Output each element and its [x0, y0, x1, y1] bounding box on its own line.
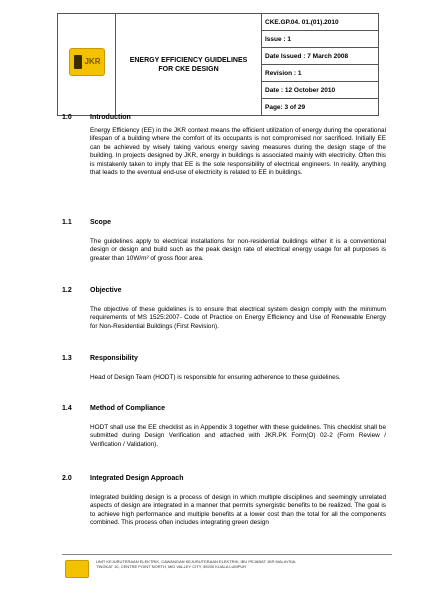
section-number: 1.3 [62, 355, 72, 362]
date-issued: Date Issued : 7 March 2008 [262, 48, 379, 65]
section-title: Introduction [90, 114, 131, 121]
section-text: Integrated building design is a process of design in which multiple disciplines and seemingly unrelated aspects of design are integrated in a manner that permits synergistic benefits to be realized. The goal is to achieve high performance and multiple benefits at a lower cost than the total for all the components combined. This process often includes integrating green design [90, 494, 386, 527]
footer-line-2: TINGKAT 10, CENTRE POINT NORTH, MID VALLEY CITY, 59200 KUALA LUMPUR [96, 564, 247, 570]
section-number: 2.0 [62, 475, 72, 482]
section-title: Integrated Design Approach [90, 475, 184, 482]
section-text: Head of Design Team (HODT) is responsible for ensuring adherence to these guidelines. [90, 374, 341, 381]
footer-address [96, 559, 296, 569]
issue: Issue : 1 [262, 31, 379, 48]
section-text: The objective of these guidelines is to ensure that electrical system design comply with the minimum requirements of MS 1525:2007- Code of Practice on Energy Efficiency and Use of Renewable Energy for Non-Residential Buildings (First Revision). [90, 306, 386, 330]
jkr-logo-icon: JKR [69, 48, 105, 76]
section-title: Scope [90, 219, 112, 226]
footer-line-1: UNIT KEJURUTERAAN ELEKTRIK, CAWANGAN KEJURUTERAAN ELEKTRIK, IBU PEJABAT JKR MALAYSIA, [96, 559, 297, 564]
section-number: 1.0 [62, 114, 72, 121]
section-title: Method of Compliance [90, 405, 166, 412]
logo-cell [58, 14, 116, 116]
section-text: Energy Efficiency (EE) in the JKR context means the efficient utilization of energy during the operational lifespan of a building where the comfort of its occupants is not compromised nor sacrificed. Initially EE can be achieved by wisely taking various energy saving measures during the design stage of the building. In projects designed by JKR, energy in buildings is associated mainly with electricity. Often this is mistakenly taken to imply that EE is the sole responsibility of electrical engineers. In reality, anything that leads to the eventual end-use of electricity is related to EE in buildings. [90, 127, 386, 177]
section-title: Objective [90, 287, 122, 294]
section-number: 1.1 [62, 219, 72, 226]
section-text: HODT shall use the EE checklist as in Appendix 3 together with these guidelines. This checklist shall be submitted during Design Verification and attached with JKR.PK Form(O) 02-2 (Form Review / Verification / Validation). [90, 424, 386, 448]
title-line-1: ENERGY EFFICIENCY GUIDELINES [129, 56, 248, 64]
page-number: Page: 3 of 29 [262, 99, 379, 116]
section-title: Responsibility [90, 355, 138, 362]
jkr-footer-logo-icon [65, 560, 89, 578]
date: Date : 12 October 2010 [262, 82, 379, 99]
section-number: 1.4 [62, 405, 72, 412]
section-number: 1.2 [62, 287, 72, 294]
title-line-2: FOR CKE DESIGN [158, 65, 219, 73]
section-text: The guidelines apply to electrical installations for non-residential buildings either it is a conventional design or design and build such as the peak design rate of electrical energy usage for all purposes is greater than 10W/m² of gross floor area. [90, 238, 386, 262]
revision: Revision : 1 [262, 65, 379, 82]
doc-code: CKE.GP.04. 01.(01).2010 [262, 14, 379, 31]
document-header [57, 13, 379, 116]
document-footer [62, 554, 392, 585]
document-title [116, 14, 262, 116]
